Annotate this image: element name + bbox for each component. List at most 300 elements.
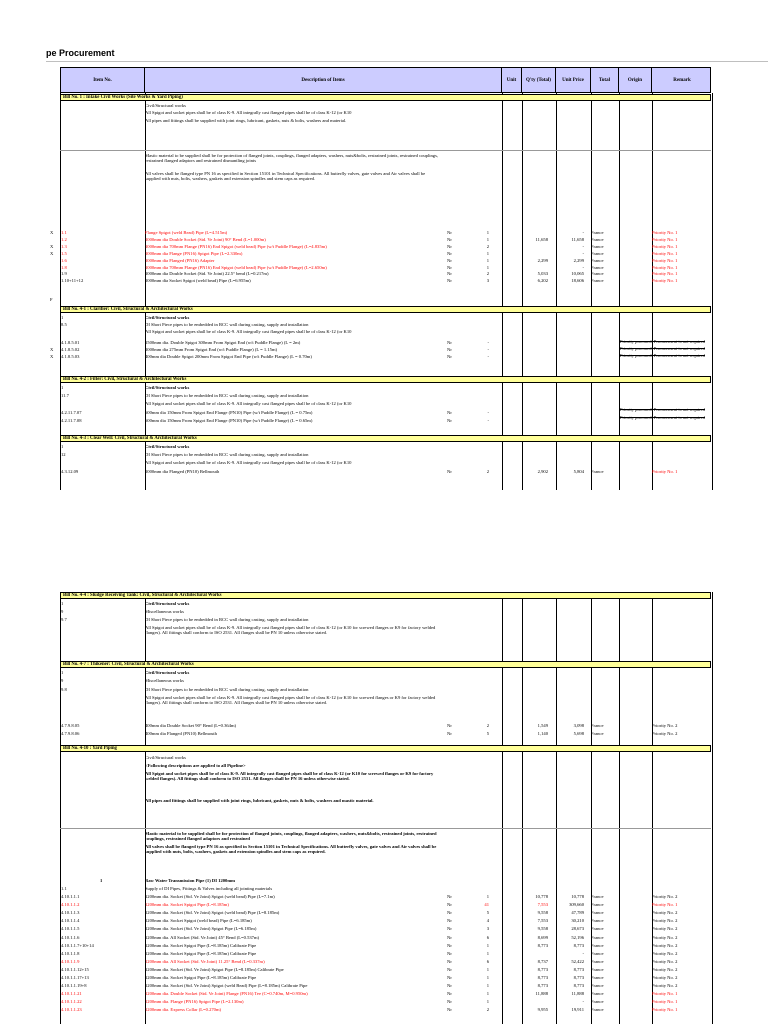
row-unit: Nr [447, 731, 452, 736]
row-total: - [582, 250, 584, 256]
row-total: 11,658 [571, 236, 584, 242]
row-origin: France [591, 257, 604, 263]
row-unit-price: 11,658 [535, 236, 548, 242]
row-remark: Priority No. 1 [652, 271, 678, 277]
row-item-no: 4.3.12.09 [61, 469, 79, 474]
row-unit: Nr [447, 958, 452, 964]
description-block: Mastic material to be supplied shall be for protection of flanged joints, couplings, flanged adapters, washers, nuts&bolts, restrained joints, restrained couplings, restrained flanged adaptors and restrained dismantling joints [145, 153, 439, 164]
row-mark: X [50, 243, 54, 249]
row-item-no: 4.7.9.8.06 [61, 731, 80, 736]
row-remark: Priority No. 1 [652, 236, 678, 242]
row-qty: 2 [486, 723, 489, 728]
row-item-no: 4.10.1.1.2 [61, 902, 80, 908]
row-description: 1200mm dia. All Socket (Std. Ve Joint) 11.25° Bend (L=0.337m) [145, 958, 265, 964]
description-block: All Spigot and socket pipes shall be of class K-9. All integrally cast flanged pipes shall be of class K-12 (or K10 for screwed flanges or K9 for factory welded flanges). All fittings shall conform to ISO 2531. All flanges shall be PN 10 unless otherwise stated. [145, 695, 436, 706]
row-item-no: 1.8 [61, 264, 67, 270]
row-unit: Nr [447, 278, 452, 284]
row-description: 600mm dia 150mm From Spigot End Flange (PN10) Pipe (w/t Puddle Flange) (L = 0.75m) [145, 410, 313, 415]
bill-heading: Bill No. 4-1 : Clarifier: Civil, Structural & Architectural Works [60, 306, 711, 313]
row-unit: Nr [447, 1007, 452, 1013]
row-origin: France [591, 243, 604, 249]
row-description: DI Short Piece pipes to be embedded in RCC wall during casting, supply and installation [145, 617, 309, 622]
row-total: 11,888 [571, 991, 584, 997]
row-unit: Nr [447, 230, 452, 235]
row-total: 18,606 [571, 278, 584, 284]
row-description: 1000mm dia Flange (PN16) Spigot Pipe (L=2.330m) [145, 250, 243, 256]
row-unit: Nr [447, 257, 452, 263]
row-remark: Priority No. 1 [652, 264, 678, 270]
row-item-no: 1.1 [61, 230, 67, 235]
row-item-no: 4.10.1.1.9 [61, 958, 80, 964]
row-description: Civil/Structural works [145, 385, 190, 390]
bill-heading: Bill No. 4-3 : Clear Well: Civil, Structural & Architectural Works [60, 435, 711, 442]
row-divider [60, 828, 711, 829]
row-qty: 41 [484, 902, 489, 908]
row-remark: Priority No. 2 [652, 950, 678, 956]
row-description: 1200mm dia. Flange (PN16) Spigot Pipe (L=2.130m) [145, 999, 244, 1005]
column-line [652, 93, 653, 490]
row-unit-price: 11,888 [535, 991, 548, 997]
row-remark: Priority procured. Procurement is not required [620, 407, 705, 412]
col-remark: Remark [673, 77, 691, 83]
row-unit: Nr [447, 999, 452, 1005]
row-qty: 6 [486, 934, 489, 940]
row-qty: 1 [486, 983, 489, 989]
row-mark: F [50, 297, 53, 302]
row-total: 19,911 [571, 1007, 584, 1013]
row-origin: France [591, 910, 604, 916]
row-description: 400mm dia Flanged (PN10) Bellmouth [145, 731, 217, 736]
bill-heading: Bill No. 4-2 : Filter: Civil, Structural & Architectural Works [60, 376, 711, 383]
row-total: - [582, 264, 584, 270]
row-unit-price: 9,558 [537, 926, 548, 932]
row-description: Supply of DI Pipes, Fittings & Valves including all jointing materials [145, 886, 273, 891]
row-qty: 1 [486, 942, 489, 948]
row-total: 8,773 [573, 975, 584, 980]
row-item-no: 4.7.9.8.05 [61, 723, 80, 728]
row-total: 10,778 [571, 894, 584, 899]
row-unit: Nr [447, 926, 452, 932]
row-qty: 1 [486, 975, 489, 980]
row-unit: Nr [447, 950, 452, 956]
row-origin: France [591, 966, 604, 972]
row-total: 8,773 [573, 983, 584, 989]
row-item-no: 1 [61, 385, 64, 390]
column-line [502, 93, 503, 490]
row-description: 1200mm dia. Socket Spigot Pipe (L=8.185m) Calibrate Pipe [145, 975, 257, 980]
row-item-no: 4.10.1.1.23 [61, 1007, 82, 1013]
row-total: 47,789 [571, 910, 584, 916]
row-total: - [582, 999, 584, 1005]
row-unit-price: 6,202 [537, 278, 548, 284]
row-description: Civil/Structural works [145, 670, 190, 675]
row-item-no: 1 [100, 878, 103, 883]
row-qty: 1 [486, 257, 489, 263]
col-description: Description of Items [145, 68, 502, 92]
col-unit: Unit [502, 68, 522, 92]
row-description: Civil/Structural works [145, 315, 190, 320]
page-title: pe Procurement [46, 48, 115, 58]
row-description: DI Short Piece pipes to be embedded in RCC wall during casting, supply and installation [145, 322, 309, 327]
row-item-no: 4.2.11.7.07 [61, 410, 82, 415]
row-item-no: 4.1.8.5.01 [61, 340, 80, 345]
row-qty: 1 [486, 236, 489, 242]
row-unit-price: 8,773 [537, 975, 548, 980]
row-unit: Nr [447, 418, 452, 423]
row-item-no: 4.10.1.1.6 [61, 934, 80, 940]
row-origin: France [591, 731, 604, 736]
row-unit: Nr [447, 991, 452, 997]
row-origin: France [591, 1007, 604, 1013]
row-qty: 3 [486, 926, 489, 932]
row-unit: Nr [447, 910, 452, 916]
bill-heading: Bill No. 4-10 : Yard Piping [60, 745, 711, 752]
row-remark: Priority procured. Procurement is not required [620, 339, 705, 344]
row-description: 1200mm dia. Socket (Std. Ve Joint) Spigot Pipe (L=8.185m) Calibrate Pipe [145, 966, 284, 972]
row-description: Miscellaneous works [145, 678, 184, 683]
row-item-no: 1.10+11+12 [61, 278, 84, 284]
row-description: 1200mm dia. Socket (Std. Ve Joint) Spigot (weld Bead) Pipe (L=8.185m) Calibrate Pipe [145, 983, 308, 989]
row-qty: 5 [486, 910, 489, 916]
row-total: 52,422 [571, 958, 584, 964]
row-unit-price: 2,299 [537, 257, 548, 263]
row-description: 1200mm dia. Double Socket (Std. Ve Joint) Flange (PN16) Tee (C=0.740m, M=0.950m) [145, 991, 308, 997]
row-description: 1200mm dia. Socket Spigot Pipe (L=8.185m) [145, 902, 229, 908]
row-description: 1200mm dia. Express Collar (L=0.270m) [145, 1007, 222, 1013]
row-unit: Nr [447, 354, 452, 359]
row-total: 309,660 [569, 902, 584, 908]
row-description: 1200mm dia. Socket (Std. Ve Joint) Spigot (weld bead) Pipe (L=7.1m) [145, 894, 275, 899]
row-description: Flange Spigot (weld Bead) Pipe (L=4.515m) [145, 230, 228, 235]
row-remark: Priority No. 2 [652, 934, 678, 940]
row-qty: 1 [486, 991, 489, 997]
row-item-no: 4.10.1.1.21 [61, 991, 82, 997]
row-unit: Nr [447, 271, 452, 277]
row-unit: Nr [447, 410, 452, 415]
row-unit: Nr [447, 918, 452, 924]
description-block: All valves shall be flanged type PN 16 as specified in Section 15101 in Technical Specifications. All butterfly valves, gate valves and Air valves shall be supplied with nuts, bolts, washers, gaskets and extension spindles and stem caps as required. [145, 844, 437, 855]
row-description: 1000mm dia Double Socket (Std. Ve Joint) 90° Bend (L=1.000m) [145, 236, 266, 242]
row-description: 1000mm dia 700mm Flange (PN16) End Spigot (weld bead) Pipe (w/t Puddle Flange) (L=2.650m) [145, 264, 327, 270]
row-unit: Nr [447, 469, 452, 474]
row-origin: France [591, 230, 604, 235]
column-line [619, 592, 620, 1024]
row-description: 1500mm dia. Double Spigot 300mm From Spigot End (w/t Puddle Flange) (L = 2m) [145, 340, 301, 345]
row-description: DI Short Piece pipes to be embedded in RCC wall during casting, supply and installation [145, 687, 309, 692]
row-origin: France [591, 934, 604, 940]
row-unit-price: 9,558 [537, 910, 548, 916]
row-item-no: 4.1.8.5.03 [61, 354, 80, 359]
row-description: All Spigot and socket pipes shall be of class K-9. All integrally cast flanged pipes shall be of class K-12 (or K10 [145, 401, 352, 406]
row-total: 28,673 [571, 926, 584, 932]
row-item-no: 1.2 [61, 236, 67, 242]
row-remark: Priority No. 1 [652, 250, 678, 256]
row-description: All Spigot and socket pipes shall be of class K-9. All integrally cast flanged pipes shall be of class K-12 (or K10 [145, 329, 352, 334]
row-qty: 5 [486, 731, 489, 736]
row-unit: Nr [447, 934, 452, 940]
row-unit: Nr [447, 236, 452, 242]
row-mark: X [50, 250, 54, 256]
row-item-no: 4.10.1.1.19+8 [61, 983, 87, 989]
row-description: 1200mm dia. Socket Spigot (weld bead) Pipe (L=6.185m) [145, 918, 252, 924]
description-block: All pipes and fittings shall be supplied with joint rings, lubricant, gaskets, nuts & bolts, washers and mastic material. [145, 798, 374, 803]
description-block: All valves shall be flanged type PN 16 as specified in Section 15101 in Technical Specifications. All butterfly valves, gate valves and Air valves shall be supplied with nuts, bolts, washers, gaskets and extension spindles and stem caps as required. [145, 171, 426, 182]
row-item-no: 4.2.11.7.08 [61, 418, 82, 423]
row-origin: France [591, 926, 604, 932]
col-origin: Origin [619, 68, 652, 92]
row-item-no: 12 [61, 452, 66, 457]
column-line [619, 93, 620, 490]
row-qty: 2 [486, 1007, 489, 1013]
row-remark: Priority No. 1 [652, 991, 678, 997]
row-description: 400mm dia Double Socket 90° Bend (L=0.364m) [145, 723, 237, 728]
row-qty: 1 [486, 950, 489, 956]
row-unit-price: 7,553 [537, 918, 548, 924]
row-item-no: 4.10.1.1.12+15 [61, 966, 89, 972]
row-remark: Priority No. 2 [652, 723, 678, 728]
row-unit-price: 8,737 [537, 958, 548, 964]
bill-heading: Bill No. 1 : Intake Civil Works (Site Works & Yard Piping) [60, 94, 711, 101]
row-qty: 4 [486, 918, 489, 924]
row-item-no: 1.1 [61, 886, 67, 891]
row-item-no: 1.3 [61, 243, 67, 249]
row-unit-price: 1,140 [537, 731, 548, 736]
column-line [502, 592, 503, 1024]
row-item-no: 9 [61, 609, 64, 614]
row-origin: France [591, 278, 604, 284]
row-item-no: 9.8 [61, 687, 67, 692]
row-description: 1000mm dia Flanged (PN16) Adapter [145, 257, 215, 263]
row-origin: France [591, 469, 604, 474]
row-qty: - [487, 418, 489, 423]
row-description: <Following descriptions are applied to all Pipeline> [145, 763, 246, 768]
row-unit: Nr [447, 983, 452, 989]
row-remark: Priority No. 2 [652, 894, 678, 899]
description-block: All Spigot and socket pipes shall be of class K-9. All integrally cast flanged pipes shall be of class K-12 (or K10 for screwed flanges or K9 for factory welded flanges). All fittings shall conform to ISO 2531. All flanges shall be PN 10 unless otherwise stated. [145, 625, 436, 636]
row-qty: 1 [486, 999, 489, 1005]
row-origin: France [591, 236, 604, 242]
row-description: Civil/Structural works [145, 601, 190, 606]
row-description: 1200mm dia. Socket Spigot Pipe (L=8.185m) Calibrate Pipe [145, 942, 257, 948]
row-description: Civil/Structural works [145, 755, 186, 760]
row-remark: Priority No. 1 [652, 469, 678, 474]
row-item-no: 11.7 [61, 393, 69, 398]
row-description: 1000mm dia 700mm Flange (PN16) End Spigot (weld bead) Pipe (w/t Puddle Flange) (L=4.835m) [145, 243, 327, 249]
column-line [522, 93, 523, 490]
row-description: 1200mm dia. Socket (Std. Ve Joint) Spigot (weld bead) Pipe (L=8.185m) [145, 910, 280, 916]
row-item-no: 4.10.1.1.8 [61, 950, 80, 956]
column-line [556, 592, 557, 1024]
row-item-no: 1.5 [61, 250, 67, 256]
row-remark: Priority No. 2 [652, 910, 678, 916]
row-total: 30,210 [571, 918, 584, 924]
row-origin: France [591, 983, 604, 989]
row-remark: Priority procured. Procurement is not required [620, 415, 705, 420]
row-qty: 1 [486, 230, 489, 235]
row-remark: Priority No. 2 [652, 975, 678, 980]
row-qty: 2 [486, 469, 489, 474]
row-description: 1000mm dia Flanged (PN10) Bellmouth [145, 469, 220, 474]
description-block: All Spigot and socket pipes shall be of class K-9. All integrally cast flanged pipes shall be of class K-12 (or K10 for screwed flanges or K9 for factory welded flanges). All fittings shall conform to ISO 2531. All flanges shall be PN 16 unless otherwise stated. [145, 771, 434, 782]
row-origin: France [591, 942, 604, 948]
row-origin: France [591, 999, 604, 1005]
row-item-no: 4.10.1.1.22 [61, 999, 82, 1005]
row-item-no: 4.10.1.1.7+10+14 [61, 942, 94, 948]
row-description: All Spigot and socket pipes shall be of class K-9. All integrally cast flanged pipes shall be of class K-12 (or K10 [145, 110, 352, 115]
row-description: Miscellaneous works [145, 609, 184, 614]
row-origin: France [591, 918, 604, 924]
row-origin: France [591, 902, 604, 908]
row-remark: Priority No. 1 [652, 1007, 678, 1013]
row-total: 8,773 [573, 942, 584, 948]
row-description: 1000mm dia Double Socket (Std. Ve Joint) 22.5° bend (L=0.217m) [145, 271, 269, 277]
description-block: Mastic material to be supplied shall be for protection of flanged joints, couplings, flanged adapters, washers, nuts&bolts, restrained joints, restrained couplings, restrained flanged adaptors and restrained [145, 831, 437, 842]
row-unit-price: 9,955 [537, 1007, 548, 1013]
row-unit: Nr [447, 347, 452, 352]
row-unit: Nr [447, 723, 452, 728]
row-item-no: 4.10.1.1.17+13 [61, 975, 89, 980]
row-item-no: 4.10.1.1.3 [61, 910, 80, 916]
row-remark: Priority No. 2 [652, 942, 678, 948]
row-item-no: 1.9 [61, 271, 67, 277]
description-block: All pipes and fittings shall be supplied with joint rings, lubricant, gaskets, nuts & bolts, washers and material. [145, 118, 347, 123]
row-total: 5,698 [573, 731, 584, 736]
column-line [556, 93, 557, 490]
bill-heading: Bill No. 4-4 : Sludge Receiving Tank: Civil, Structural & Architectural Works [60, 592, 711, 599]
row-item-no: 8.5 [61, 322, 67, 327]
row-unit-price: 7,553 [537, 902, 548, 908]
row-item-no: 4.10.1.1.1 [61, 894, 80, 899]
row-origin: France [591, 264, 604, 270]
row-item-no: 1 [61, 670, 64, 675]
col-total: Total [591, 68, 619, 92]
row-origin: France [591, 723, 604, 728]
row-remark: Priority No. 1 [652, 999, 678, 1005]
row-total: 52,196 [571, 934, 584, 940]
row-origin: France [591, 271, 604, 277]
column-line [522, 592, 523, 1024]
row-unit: Nr [447, 250, 452, 256]
row-unit: Nr [447, 340, 452, 345]
table-header [60, 67, 711, 93]
column-line [591, 93, 592, 490]
row-total: 5,804 [573, 469, 584, 474]
col-item-no: Item No. [61, 68, 145, 92]
row-description: Raw Water Transmission Pipe (1) DI 1200mm [145, 878, 236, 883]
row-description: 1200mm dia. All Socket (Std. Ve Joint) 45° Bend (L=0.537m) [145, 934, 260, 940]
row-qty: 2 [486, 271, 489, 277]
row-total: 3,098 [573, 723, 584, 728]
row-description: Civil/Structural works [145, 444, 190, 449]
row-item-no: 1 [61, 315, 64, 320]
row-qty: - [487, 354, 489, 359]
row-item-no: 4.10.1.1.5 [61, 926, 80, 932]
row-remark: Priority No. 1 [652, 243, 678, 249]
row-origin: France [591, 975, 604, 980]
divider [46, 61, 768, 62]
row-total: 10,065 [571, 271, 584, 277]
col-unit-price: Unit Price [556, 68, 591, 92]
row-unit-price: 8,773 [537, 942, 548, 948]
col-qty: Q'ty (Total) [522, 68, 556, 92]
row-description: 600mm dia 150mm From Spigot End Flange (PN10) Pipe (w/t Puddle Flange) (L = 0.65m) [145, 418, 313, 423]
row-mark: X [50, 354, 54, 359]
row-qty: - [487, 410, 489, 415]
row-item-no: 4.1.8.5.02 [61, 347, 80, 352]
row-remark: Priority No. 1 [652, 257, 678, 263]
row-description: 400mm dia Double Spigot 200mm From Spigot End Pipe (w/t Puddle Flange) (L = 0.70m) [145, 354, 312, 359]
row-remark: Priority No. 2 [652, 731, 678, 736]
row-description: DI Short Piece pipes to be embedded in RCC wall during casting, supply and installation [145, 393, 309, 398]
row-remark: Priority No. 2 [652, 966, 678, 972]
row-remark: Priority No. 1 [652, 278, 678, 284]
row-remark: Priority procured. Procurement is not required [620, 346, 705, 351]
row-origin: France [591, 991, 604, 997]
row-origin: France [591, 950, 604, 956]
row-description: 1200mm dia. Socket (Std. Ve Joint) Spigot Pipe (L=6.185m) [145, 926, 257, 932]
row-unit: Nr [447, 902, 452, 908]
row-description: 1200mm dia. Socket Spigot Pipe (L=8.185m) Calibrate Pipe [145, 950, 257, 956]
row-qty: 6 [486, 958, 489, 964]
row-unit: Nr [447, 966, 452, 972]
row-total: 8,773 [573, 966, 584, 972]
row-description: All Spigot and socket pipes shall be of class K-9. All integrally cast flanged pipes shall be of class K-12 (or K10 [145, 460, 352, 465]
row-description: DI Short Piece pipes to be embedded in RCC wall during casting, supply and installation [145, 452, 309, 457]
row-remark: Priority No. 1 [652, 902, 678, 908]
row-unit: Nr [447, 264, 452, 270]
row-qty: 3 [486, 278, 489, 284]
row-qty: 2 [486, 243, 489, 249]
row-unit-price: 8,699 [537, 934, 548, 940]
row-remark: Priority No. 2 [652, 983, 678, 989]
row-item-no: 9.7 [61, 617, 67, 622]
bill-heading: Bill No. 4-7 : Thikener: Civil, Structural & Architectural Works [60, 661, 711, 668]
row-item-no: 1 [61, 601, 64, 606]
row-item-no: 4.10.1.1.4 [61, 918, 80, 924]
row-unit-price: 1,549 [537, 723, 548, 728]
row-qty: - [487, 340, 489, 345]
row-description: 1000mm dia 275mm From Spigot End (w/t Puddle Flange) (L = 1.15m) [145, 347, 278, 352]
row-remark: Priority No. 1 [652, 230, 678, 235]
row-remark: Priority No. 2 [652, 926, 678, 932]
row-origin: France [591, 250, 604, 256]
row-unit-price: 8,773 [537, 983, 548, 989]
row-unit-price: 2,902 [537, 469, 548, 474]
row-item-no: 1.6 [61, 257, 67, 263]
row-total: - [582, 950, 584, 956]
row-unit: Nr [447, 975, 452, 980]
row-unit: Nr [447, 942, 452, 948]
row-total: - [582, 230, 584, 235]
row-qty: - [487, 347, 489, 352]
row-item-no: 1 [61, 444, 64, 449]
row-unit-price: 10,778 [535, 894, 548, 899]
row-item-no: 9 [61, 678, 64, 683]
row-qty: 1 [486, 250, 489, 256]
row-mark: X [50, 230, 54, 235]
row-description: 1000mm dia Socket Spigot (weld bead) Pipe (L=6.955m) [145, 278, 251, 284]
row-total: 2,299 [573, 257, 584, 263]
row-origin: France [591, 958, 604, 964]
row-divider [60, 150, 711, 151]
row-origin: France [591, 894, 604, 899]
row-total: - [582, 243, 584, 249]
row-remark: Priority No. 2 [652, 958, 678, 964]
row-qty: 1 [486, 264, 489, 270]
row-unit-price: 8,773 [537, 966, 548, 972]
row-unit: Nr [447, 243, 452, 249]
row-remark: Priority procured. Procurement is not required [620, 353, 705, 358]
